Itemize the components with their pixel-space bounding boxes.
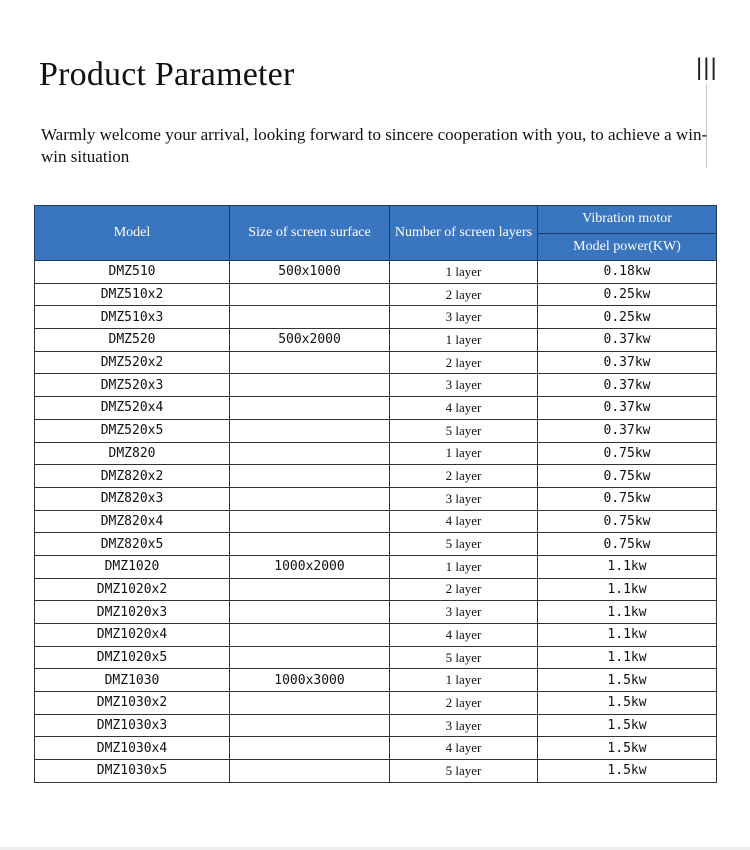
- cell-power: 1.5kw: [538, 714, 717, 737]
- page-title: Product Parameter: [39, 56, 295, 93]
- cell-model: DMZ1030: [35, 669, 230, 692]
- cell-layers: 2 layer: [390, 692, 538, 715]
- cell-power: 0.25kw: [538, 283, 717, 306]
- cell-model: DMZ1020x2: [35, 578, 230, 601]
- cell-power: 1.5kw: [538, 737, 717, 760]
- cell-size: [230, 397, 390, 420]
- cell-model: DMZ820x4: [35, 510, 230, 533]
- cell-model: DMZ510x3: [35, 306, 230, 329]
- cell-power: 0.75kw: [538, 510, 717, 533]
- cell-size: [230, 646, 390, 669]
- cell-model: DMZ520: [35, 329, 230, 352]
- cell-power: 0.37kw: [538, 419, 717, 442]
- cell-layers: 5 layer: [390, 646, 538, 669]
- cell-model: DMZ1030x5: [35, 760, 230, 783]
- cell-layers: 3 layer: [390, 487, 538, 510]
- cell-layers: 4 layer: [390, 737, 538, 760]
- cell-size: [230, 283, 390, 306]
- cell-layers: 2 layer: [390, 465, 538, 488]
- table-body: [35, 261, 717, 783]
- cell-layers: 3 layer: [390, 601, 538, 624]
- cell-layers: 2 layer: [390, 578, 538, 601]
- cell-size: [230, 351, 390, 374]
- cell-layers: 5 layer: [390, 419, 538, 442]
- table-row: [35, 283, 717, 306]
- cell-layers: 2 layer: [390, 283, 538, 306]
- header-model: Model: [35, 206, 230, 261]
- cell-layers: 5 layer: [390, 533, 538, 556]
- cell-layers: 4 layer: [390, 397, 538, 420]
- cell-power: 0.37kw: [538, 374, 717, 397]
- cell-size: [230, 510, 390, 533]
- cell-model: DMZ520x5: [35, 419, 230, 442]
- cell-size: 500x2000: [230, 329, 390, 352]
- table-row: [35, 351, 717, 374]
- table-row: [35, 442, 717, 465]
- cell-size: [230, 306, 390, 329]
- cell-size: [230, 533, 390, 556]
- cell-size: [230, 714, 390, 737]
- cell-model: DMZ520x4: [35, 397, 230, 420]
- cell-layers: 3 layer: [390, 306, 538, 329]
- table-row: [35, 692, 717, 715]
- cell-size: 1000x3000: [230, 669, 390, 692]
- cell-model: DMZ510x2: [35, 283, 230, 306]
- cell-layers: 1 layer: [390, 555, 538, 578]
- cell-size: [230, 487, 390, 510]
- cell-layers: 5 layer: [390, 760, 538, 783]
- cell-model: DMZ1020x5: [35, 646, 230, 669]
- cell-size: [230, 737, 390, 760]
- header-vibration-motor: Vibration motor: [538, 206, 717, 234]
- cell-model: DMZ1030x2: [35, 692, 230, 715]
- table-row: [35, 465, 717, 488]
- table-row: [35, 261, 717, 284]
- cell-power: 1.5kw: [538, 692, 717, 715]
- table-row: [35, 578, 717, 601]
- cell-size: 500x1000: [230, 261, 390, 284]
- cell-model: DMZ1030x3: [35, 714, 230, 737]
- cell-model: DMZ1020x3: [35, 601, 230, 624]
- cell-model: DMZ820: [35, 442, 230, 465]
- cell-power: 0.37kw: [538, 397, 717, 420]
- cell-model: DMZ820x2: [35, 465, 230, 488]
- cell-layers: 1 layer: [390, 442, 538, 465]
- cell-power: 1.1kw: [538, 624, 717, 647]
- cell-power: 0.75kw: [538, 465, 717, 488]
- table-row: [35, 714, 717, 737]
- table-row: [35, 306, 717, 329]
- cell-size: [230, 601, 390, 624]
- cell-model: DMZ820x3: [35, 487, 230, 510]
- cell-power: 1.1kw: [538, 578, 717, 601]
- cell-power: 1.1kw: [538, 646, 717, 669]
- cell-size: [230, 465, 390, 488]
- cell-power: 0.75kw: [538, 487, 717, 510]
- table-row: [35, 669, 717, 692]
- intro-text: Warmly welcome your arrival, looking forward to sincere cooperation with you, to achieve a win-win situation: [41, 125, 708, 166]
- cell-power: 1.5kw: [538, 669, 717, 692]
- cell-layers: 4 layer: [390, 624, 538, 647]
- header-size: Size of screen surface: [230, 206, 390, 261]
- header-power: Model power(KW): [538, 233, 717, 261]
- cell-power: 0.37kw: [538, 351, 717, 374]
- cell-size: [230, 374, 390, 397]
- parameter-table: [34, 205, 717, 783]
- cell-size: [230, 692, 390, 715]
- menu-icon[interactable]: |||: [696, 54, 718, 81]
- table-row: [35, 510, 717, 533]
- table-row: [35, 533, 717, 556]
- cell-size: [230, 760, 390, 783]
- table-row: [35, 397, 717, 420]
- cell-layers: 1 layer: [390, 329, 538, 352]
- table-row: [35, 601, 717, 624]
- cell-power: 0.18kw: [538, 261, 717, 284]
- table-row: [35, 624, 717, 647]
- cell-layers: 2 layer: [390, 351, 538, 374]
- cell-model: DMZ1030x4: [35, 737, 230, 760]
- table-row: [35, 487, 717, 510]
- cell-power: 0.37kw: [538, 329, 717, 352]
- cell-size: 1000x2000: [230, 555, 390, 578]
- cell-model: DMZ820x5: [35, 533, 230, 556]
- table-row: [35, 329, 717, 352]
- table-row: [35, 737, 717, 760]
- cell-power: 0.75kw: [538, 533, 717, 556]
- cell-power: 0.25kw: [538, 306, 717, 329]
- cell-layers: 1 layer: [390, 669, 538, 692]
- cell-layers: 3 layer: [390, 714, 538, 737]
- cell-size: [230, 442, 390, 465]
- header-layers: Number of screen layers: [390, 206, 538, 261]
- table-row: [35, 646, 717, 669]
- cell-power: 1.5kw: [538, 760, 717, 783]
- cell-model: DMZ1020x4: [35, 624, 230, 647]
- cell-size: [230, 624, 390, 647]
- table-row: [35, 374, 717, 397]
- table-row: [35, 760, 717, 783]
- cell-layers: 1 layer: [390, 261, 538, 284]
- table-row: [35, 555, 717, 578]
- cell-size: [230, 419, 390, 442]
- cell-size: [230, 578, 390, 601]
- cell-layers: 3 layer: [390, 374, 538, 397]
- table-row: [35, 419, 717, 442]
- cell-power: 1.1kw: [538, 555, 717, 578]
- cell-model: DMZ510: [35, 261, 230, 284]
- cell-model: DMZ1020: [35, 555, 230, 578]
- cell-layers: 4 layer: [390, 510, 538, 533]
- cell-model: DMZ520x3: [35, 374, 230, 397]
- cell-power: 0.75kw: [538, 442, 717, 465]
- cell-power: 1.1kw: [538, 601, 717, 624]
- cell-model: DMZ520x2: [35, 351, 230, 374]
